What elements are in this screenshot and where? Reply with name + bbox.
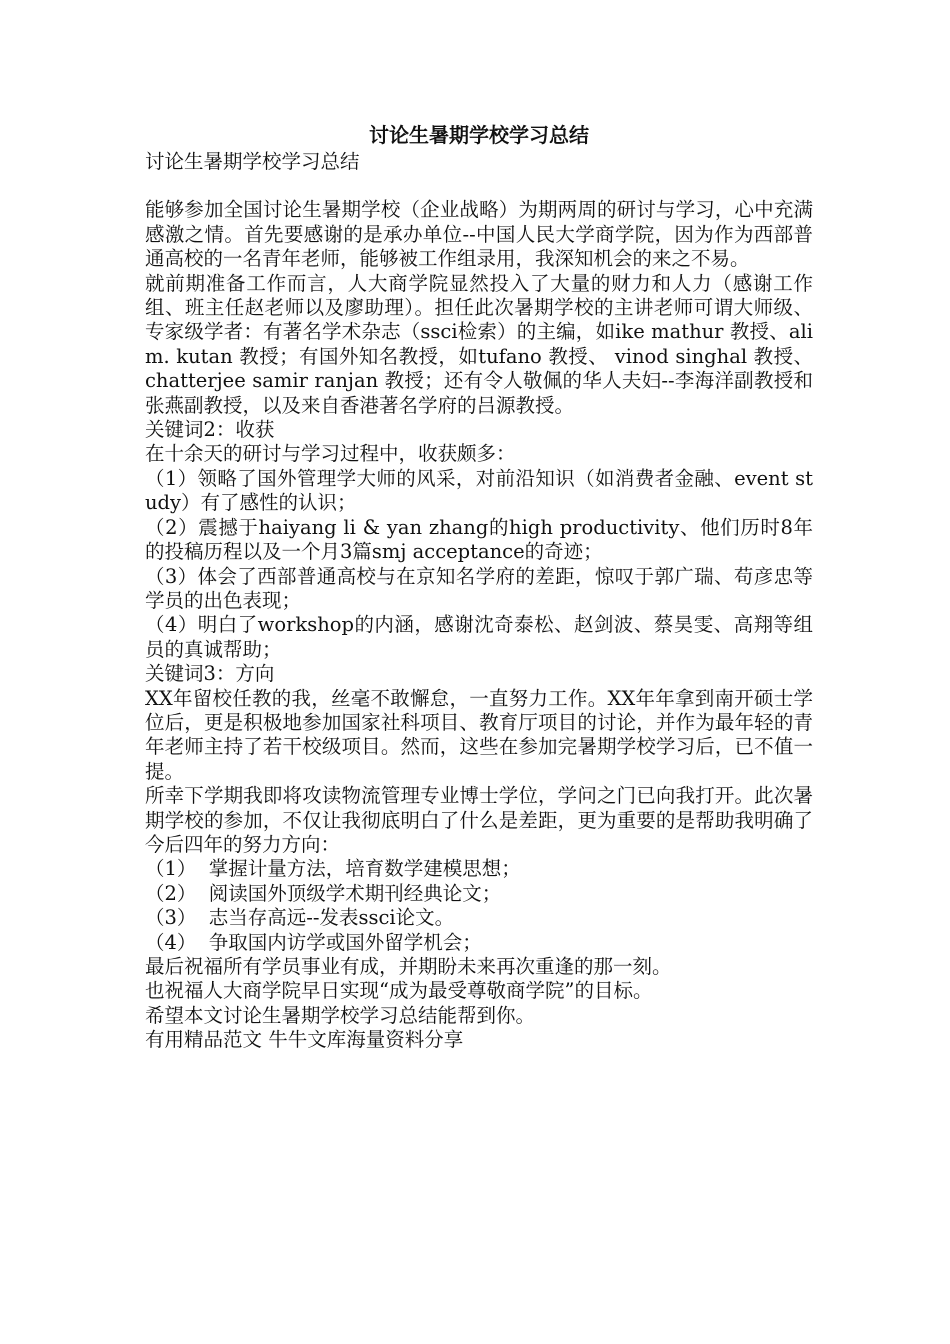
paragraph-future: 所幸下学期我即将攻读物流管理专业博士学位，学问之门已向我打开。此次暑期学校的参加，不仅让我彻底明白了什么是差距，更为重要的是帮助我明确了今后四年的努力方向： xyxy=(145,784,813,856)
paragraph-intro: 能够参加全国讨论生暑期学校（企业战略）为期两周的研讨与学习，心中充满感激之情。首先要感谢的是承办单位--中国人民大学商学院，因为作为西部普通高校的一名青年老师，能够被工作组录用，我深知机会的来之不易。 xyxy=(145,198,813,271)
paragraph-career: XX年留校任教的我，丝毫不敢懈怠，一直努力工作。XX年年拿到南开硕士学位后，更是积极地参加国家社科项目、教育厅项目的讨论，并作为最年轻的青年老师主持了若干校级项目。然而，这些在参加完暑期学校学习后，已不值一提。 xyxy=(145,686,813,783)
harvest-item-1: （1）领略了国外管理学大师的风采，对前沿知识（如消费者金融、event study）有了感性的认识； xyxy=(145,466,813,515)
document-page xyxy=(145,122,813,1053)
harvest-item-3: （3）体会了西部普通高校与在京知名学府的差距，惊叹于郭广瑞、苟彦忠等学员的出色表现； xyxy=(145,564,813,612)
direction-step-1: （1） 掌握计量方法，培育数学建模思想； xyxy=(145,857,521,881)
keyword-heading-harvest: 关键词2：收获 xyxy=(145,418,275,442)
closing-wish-students: 最后祝福所有学员事业有成，并期盼未来再次重逢的那一刻。 xyxy=(145,955,672,978)
document-title: 讨论生暑期学校学习总结 xyxy=(369,123,589,147)
keyword-heading-direction: 关键词3：方向 xyxy=(145,662,275,686)
harvest-item-4: （4）明白了workshop的内涵，感谢沈奇泰松、赵剑波、蔡昊雯、高翔等组员的真诚帮助； xyxy=(145,613,813,661)
harvest-item-2: （2）震撼于haiyang li & yan zhang的high productivity、他们历时8年的投稿历程以及一个月3篇smj acceptance的奇迹； xyxy=(145,515,813,564)
closing-wish-school: 也祝福人大商学院早日实现“成为最受尊敬商学院”的目标。 xyxy=(145,979,653,1003)
paragraph-harvest-intro: 在十余天的研讨与学习过程中，收获颇多： xyxy=(145,442,516,466)
footer-note: 有用精品范文 牛牛文库海量资料分享 xyxy=(145,1028,464,1052)
direction-step-2: （2） 阅读国外顶级学术期刊经典论文； xyxy=(145,881,502,905)
direction-step-4: （4） 争取国内访学或国外留学机会； xyxy=(145,930,482,954)
paragraph-preparation: 就前期准备工作而言，人大商学院显然投入了大量的财力和人力（感谢工作组、班主任赵老师以及廖助理）。担任此次暑期学校的主讲老师可谓大师级、专家级学者：有著名学术杂志（ssci检索）的主编，如ike mathur 教授、ali m. kutan 教授；有国外知名教授，如tufano 教授、 vinod singhal 教授、chatterjee samir ranjan 教授；还有令人敬佩的华人夫妇--李海洋副教授和张燕副教授，以及来自香港著名学府的吕源教授。 xyxy=(145,271,813,417)
closing-hope: 希望本文讨论生暑期学校学习总结能帮到你。 xyxy=(145,1003,536,1027)
document-subtitle: 讨论生暑期学校学习总结 xyxy=(145,150,360,173)
direction-step-3: （3） 志当存高远--发表ssci论文。 xyxy=(145,906,455,930)
